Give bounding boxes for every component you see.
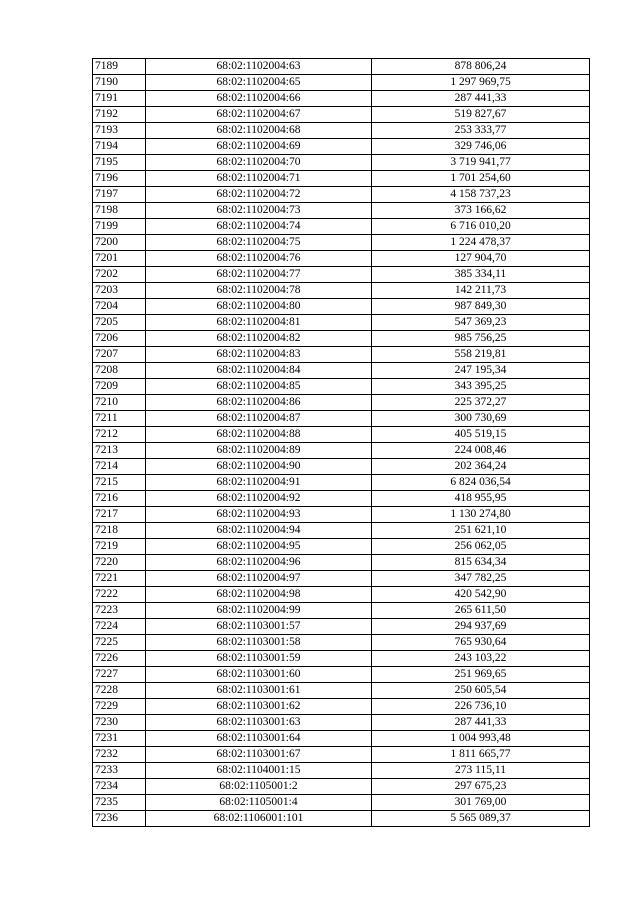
cadastral-number-cell: 68:02:1102004:98 xyxy=(146,587,372,603)
row-number-cell: 7192 xyxy=(93,107,146,123)
value-cell: 301 769,00 xyxy=(372,795,590,811)
row-number-cell: 7235 xyxy=(93,795,146,811)
table-row xyxy=(93,571,590,587)
row-number-cell: 7217 xyxy=(93,507,146,523)
table-row xyxy=(93,155,590,171)
row-number-cell: 7205 xyxy=(93,315,146,331)
value-cell: 420 542,90 xyxy=(372,587,590,603)
table-row xyxy=(93,811,590,827)
table-row xyxy=(93,427,590,443)
table-row xyxy=(93,107,590,123)
value-cell: 3 719 941,77 xyxy=(372,155,590,171)
table-row xyxy=(93,59,590,75)
table-body xyxy=(93,59,590,827)
row-number-cell: 7190 xyxy=(93,75,146,91)
table-row xyxy=(93,139,590,155)
value-cell: 558 219,81 xyxy=(372,347,590,363)
row-number-cell: 7198 xyxy=(93,203,146,219)
cadastral-number-cell: 68:02:1102004:77 xyxy=(146,267,372,283)
cadastral-number-cell: 68:02:1102004:90 xyxy=(146,459,372,475)
table-row xyxy=(93,363,590,379)
cadastral-number-cell: 68:02:1102004:76 xyxy=(146,251,372,267)
value-cell: 251 969,65 xyxy=(372,667,590,683)
row-number-cell: 7219 xyxy=(93,539,146,555)
value-cell: 547 369,23 xyxy=(372,315,590,331)
cadastral-number-cell: 68:02:1102004:75 xyxy=(146,235,372,251)
value-cell: 519 827,67 xyxy=(372,107,590,123)
table-row xyxy=(93,91,590,107)
row-number-cell: 7199 xyxy=(93,219,146,235)
table-row xyxy=(93,491,590,507)
row-number-cell: 7200 xyxy=(93,235,146,251)
value-cell: 294 937,69 xyxy=(372,619,590,635)
value-cell: 202 364,24 xyxy=(372,459,590,475)
table-row xyxy=(93,539,590,555)
table-row xyxy=(93,603,590,619)
value-cell: 273 115,11 xyxy=(372,763,590,779)
value-cell: 300 730,69 xyxy=(372,411,590,427)
cadastral-number-cell: 68:02:1103001:57 xyxy=(146,619,372,635)
table-row xyxy=(93,635,590,651)
value-cell: 5 565 089,37 xyxy=(372,811,590,827)
table-row xyxy=(93,523,590,539)
row-number-cell: 7210 xyxy=(93,395,146,411)
cadastral-number-cell: 68:02:1103001:60 xyxy=(146,667,372,683)
table-row xyxy=(93,747,590,763)
table-row xyxy=(93,331,590,347)
table-row xyxy=(93,411,590,427)
cadastral-number-cell: 68:02:1102004:96 xyxy=(146,555,372,571)
cadastral-number-cell: 68:02:1102004:89 xyxy=(146,443,372,459)
table-row xyxy=(93,795,590,811)
value-cell: 418 955,95 xyxy=(372,491,590,507)
value-cell: 1 004 993,48 xyxy=(372,731,590,747)
cadastral-number-cell: 68:02:1102004:93 xyxy=(146,507,372,523)
row-number-cell: 7220 xyxy=(93,555,146,571)
table-row xyxy=(93,75,590,91)
cadastral-number-cell: 68:02:1102004:70 xyxy=(146,155,372,171)
value-cell: 265 611,50 xyxy=(372,603,590,619)
row-number-cell: 7209 xyxy=(93,379,146,395)
cadastral-number-cell: 68:02:1102004:63 xyxy=(146,59,372,75)
table-row xyxy=(93,475,590,491)
cadastral-number-cell: 68:02:1102004:71 xyxy=(146,171,372,187)
value-cell: 226 736,10 xyxy=(372,699,590,715)
row-number-cell: 7232 xyxy=(93,747,146,763)
table-row xyxy=(93,251,590,267)
table-row xyxy=(93,587,590,603)
cadastral-number-cell: 68:02:1103001:61 xyxy=(146,683,372,699)
row-number-cell: 7234 xyxy=(93,779,146,795)
table-row xyxy=(93,507,590,523)
cadastral-number-cell: 68:02:1102004:91 xyxy=(146,475,372,491)
cadastral-number-cell: 68:02:1102004:80 xyxy=(146,299,372,315)
value-cell: 142 211,73 xyxy=(372,283,590,299)
table-row xyxy=(93,715,590,731)
cadastral-number-cell: 68:02:1103001:58 xyxy=(146,635,372,651)
cadastral-number-cell: 68:02:1102004:68 xyxy=(146,123,372,139)
table-row xyxy=(93,379,590,395)
value-cell: 1 130 274,80 xyxy=(372,507,590,523)
cadastral-number-cell: 68:02:1102004:94 xyxy=(146,523,372,539)
value-cell: 815 634,34 xyxy=(372,555,590,571)
cadastral-number-cell: 68:02:1103001:59 xyxy=(146,651,372,667)
value-cell: 878 806,24 xyxy=(372,59,590,75)
value-cell: 251 621,10 xyxy=(372,523,590,539)
value-cell: 1 701 254,60 xyxy=(372,171,590,187)
cadastral-number-cell: 68:02:1106001:101 xyxy=(146,811,372,827)
value-cell: 224 008,46 xyxy=(372,443,590,459)
table-row xyxy=(93,763,590,779)
table-row xyxy=(93,699,590,715)
cadastral-number-cell: 68:02:1102004:82 xyxy=(146,331,372,347)
value-cell: 987 849,30 xyxy=(372,299,590,315)
cadastral-number-cell: 68:02:1102004:99 xyxy=(146,603,372,619)
row-number-cell: 7222 xyxy=(93,587,146,603)
row-number-cell: 7202 xyxy=(93,267,146,283)
value-cell: 347 782,25 xyxy=(372,571,590,587)
table-row xyxy=(93,651,590,667)
value-cell: 385 334,11 xyxy=(372,267,590,283)
row-number-cell: 7236 xyxy=(93,811,146,827)
row-number-cell: 7213 xyxy=(93,443,146,459)
row-number-cell: 7214 xyxy=(93,459,146,475)
table-row xyxy=(93,395,590,411)
table-row xyxy=(93,235,590,251)
row-number-cell: 7215 xyxy=(93,475,146,491)
row-number-cell: 7233 xyxy=(93,763,146,779)
table-row xyxy=(93,459,590,475)
row-number-cell: 7204 xyxy=(93,299,146,315)
cadastral-number-cell: 68:02:1102004:81 xyxy=(146,315,372,331)
table-row xyxy=(93,315,590,331)
value-cell: 250 605,54 xyxy=(372,683,590,699)
value-cell: 225 372,27 xyxy=(372,395,590,411)
table-row xyxy=(93,779,590,795)
table-row xyxy=(93,619,590,635)
value-cell: 287 441,33 xyxy=(372,91,590,107)
cadastral-number-cell: 68:02:1102004:87 xyxy=(146,411,372,427)
value-cell: 243 103,22 xyxy=(372,651,590,667)
table-row xyxy=(93,171,590,187)
cadastral-number-cell: 68:02:1103001:63 xyxy=(146,715,372,731)
value-cell: 247 195,34 xyxy=(372,363,590,379)
value-cell: 127 904,70 xyxy=(372,251,590,267)
row-number-cell: 7195 xyxy=(93,155,146,171)
cadastral-number-cell: 68:02:1102004:86 xyxy=(146,395,372,411)
value-cell: 1 224 478,37 xyxy=(372,235,590,251)
table-row xyxy=(93,347,590,363)
table-row xyxy=(93,219,590,235)
row-number-cell: 7194 xyxy=(93,139,146,155)
value-cell: 4 158 737,23 xyxy=(372,187,590,203)
row-number-cell: 7224 xyxy=(93,619,146,635)
row-number-cell: 7223 xyxy=(93,603,146,619)
row-number-cell: 7218 xyxy=(93,523,146,539)
cadastral-number-cell: 68:02:1105001:4 xyxy=(146,795,372,811)
table-row xyxy=(93,443,590,459)
cadastral-number-cell: 68:02:1102004:74 xyxy=(146,219,372,235)
cadastral-number-cell: 68:02:1102004:92 xyxy=(146,491,372,507)
row-number-cell: 7228 xyxy=(93,683,146,699)
cadastral-number-cell: 68:02:1102004:95 xyxy=(146,539,372,555)
row-number-cell: 7196 xyxy=(93,171,146,187)
cadastral-number-cell: 68:02:1102004:78 xyxy=(146,283,372,299)
table-row xyxy=(93,555,590,571)
value-cell: 1 811 665,77 xyxy=(372,747,590,763)
row-number-cell: 7212 xyxy=(93,427,146,443)
row-number-cell: 7208 xyxy=(93,363,146,379)
row-number-cell: 7225 xyxy=(93,635,146,651)
cadastral-number-cell: 68:02:1104001:15 xyxy=(146,763,372,779)
table-row xyxy=(93,683,590,699)
cadastral-number-cell: 68:02:1102004:83 xyxy=(146,347,372,363)
value-cell: 1 297 969,75 xyxy=(372,75,590,91)
row-number-cell: 7206 xyxy=(93,331,146,347)
cadastral-number-cell: 68:02:1102004:88 xyxy=(146,427,372,443)
row-number-cell: 7231 xyxy=(93,731,146,747)
value-cell: 6 716 010,20 xyxy=(372,219,590,235)
value-cell: 985 756,25 xyxy=(372,331,590,347)
cadastral-number-cell: 68:02:1102004:66 xyxy=(146,91,372,107)
value-cell: 329 746,06 xyxy=(372,139,590,155)
cadastral-number-cell: 68:02:1102004:65 xyxy=(146,75,372,91)
cadastral-number-cell: 68:02:1103001:64 xyxy=(146,731,372,747)
row-number-cell: 7193 xyxy=(93,123,146,139)
row-number-cell: 7189 xyxy=(93,59,146,75)
row-number-cell: 7226 xyxy=(93,651,146,667)
table-row xyxy=(93,123,590,139)
value-cell: 405 519,15 xyxy=(372,427,590,443)
value-cell: 343 395,25 xyxy=(372,379,590,395)
value-cell: 373 166,62 xyxy=(372,203,590,219)
cadastral-number-cell: 68:02:1102004:84 xyxy=(146,363,372,379)
value-cell: 297 675,23 xyxy=(372,779,590,795)
value-cell: 256 062,05 xyxy=(372,539,590,555)
row-number-cell: 7191 xyxy=(93,91,146,107)
table-row xyxy=(93,203,590,219)
value-cell: 765 930,64 xyxy=(372,635,590,651)
data-table xyxy=(92,58,590,827)
cadastral-number-cell: 68:02:1102004:67 xyxy=(146,107,372,123)
cadastral-number-cell: 68:02:1102004:85 xyxy=(146,379,372,395)
row-number-cell: 7229 xyxy=(93,699,146,715)
row-number-cell: 7207 xyxy=(93,347,146,363)
table-row xyxy=(93,187,590,203)
cadastral-number-cell: 68:02:1102004:72 xyxy=(146,187,372,203)
row-number-cell: 7197 xyxy=(93,187,146,203)
table-row xyxy=(93,283,590,299)
cadastral-number-cell: 68:02:1103001:62 xyxy=(146,699,372,715)
cadastral-number-cell: 68:02:1102004:69 xyxy=(146,139,372,155)
cadastral-number-cell: 68:02:1102004:73 xyxy=(146,203,372,219)
row-number-cell: 7221 xyxy=(93,571,146,587)
table-row xyxy=(93,267,590,283)
table-row xyxy=(93,667,590,683)
value-cell: 287 441,33 xyxy=(372,715,590,731)
cadastral-number-cell: 68:02:1102004:97 xyxy=(146,571,372,587)
cadastral-number-cell: 68:02:1105001:2 xyxy=(146,779,372,795)
table-row xyxy=(93,299,590,315)
row-number-cell: 7211 xyxy=(93,411,146,427)
cadastral-number-cell: 68:02:1103001:67 xyxy=(146,747,372,763)
row-number-cell: 7203 xyxy=(93,283,146,299)
row-number-cell: 7216 xyxy=(93,491,146,507)
row-number-cell: 7230 xyxy=(93,715,146,731)
value-cell: 253 333,77 xyxy=(372,123,590,139)
row-number-cell: 7227 xyxy=(93,667,146,683)
value-cell: 6 824 036,54 xyxy=(372,475,590,491)
table-row xyxy=(93,731,590,747)
row-number-cell: 7201 xyxy=(93,251,146,267)
